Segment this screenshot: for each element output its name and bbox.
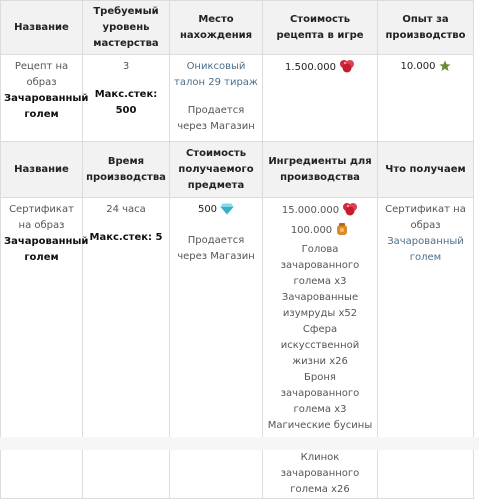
header-ingredients: Ингредиенты для производства	[263, 142, 378, 198]
header-name: Название	[1, 1, 83, 55]
gold-bag-icon	[335, 222, 349, 242]
skill-level-value: 3	[122, 61, 130, 72]
ingredient-item: Броня зачарованного голема x3	[280, 372, 360, 415]
ruby-gem-icon	[339, 59, 355, 79]
table1-data-row	[1, 55, 474, 142]
max-stack-value-2: Макс.стек: 5	[89, 232, 163, 243]
recipe-cost-value: 1.500.000	[285, 62, 336, 73]
recipe-name-cell	[1, 55, 89, 142]
ingredients-cell	[263, 198, 378, 499]
ingredient-item: Голова зачарованного голема x3	[280, 244, 360, 287]
header-result: Что получаем	[378, 142, 474, 198]
ingredient-gold-value: 15.000.000	[281, 205, 340, 216]
result-link[interactable]: Зачарованный голем	[387, 236, 464, 263]
location-link[interactable]: Ониксовый талон 29 тираж	[174, 61, 258, 88]
result-line1: Сертификат на образ	[385, 204, 466, 231]
certificate-name-cell	[1, 198, 89, 499]
location-text: Продается через Магазин	[177, 105, 255, 132]
ingredient-item: Зачарованные изумруды x52	[281, 292, 359, 319]
star-icon	[439, 60, 451, 78]
recipe-name-line1: Рецепт на образ	[14, 61, 69, 88]
table1-header-row	[1, 1, 474, 55]
header-item-cost: Стоимость получаемого предмета	[170, 142, 263, 198]
location-cell	[170, 55, 263, 142]
ingredient-currency	[266, 222, 374, 242]
item-cost-value: 500	[197, 204, 218, 215]
result-cell	[378, 198, 474, 499]
max-stack-value: Макс.стек: 500	[94, 89, 158, 116]
header-location: Место нахождения	[170, 1, 263, 55]
exp-cell	[378, 55, 474, 142]
recipe-cost-cell	[263, 55, 378, 142]
table2-header-row	[1, 142, 474, 198]
skill-level-cell	[83, 55, 170, 142]
header-exp: Опыт за производство	[378, 1, 474, 55]
diamond-icon	[220, 203, 234, 221]
table2-data-row	[1, 198, 474, 499]
certificate-name-line1: Сертификат на образ	[9, 204, 74, 231]
header-recipe-cost: Стоимость рецепта в игре	[263, 1, 378, 55]
production-time-cell	[83, 198, 170, 499]
page-bottom-strip	[0, 437, 479, 450]
production-time-value: 24 часа	[106, 204, 146, 215]
item-sale-text: Продается через Магазин	[177, 235, 255, 262]
ingredient-currency-value: 100.000	[290, 225, 333, 236]
exp-value: 10.000	[400, 61, 436, 72]
certificate-name-line2: Зачарованный голем	[4, 236, 89, 263]
ingredient-item: Магические бусины	[267, 420, 373, 431]
recipe-name-line2: Зачарованный голем	[4, 93, 89, 120]
ingredient-gold	[266, 202, 374, 222]
header-name-2: Название	[1, 142, 83, 198]
header-production-time: Время производства	[83, 142, 170, 198]
item-cost-cell	[170, 198, 263, 499]
header-skill-level: Требуемый уровень мастерства	[83, 1, 170, 55]
ruby-gem-icon	[342, 202, 358, 222]
ingredient-item: Сфера искусственной жизни x26	[280, 324, 360, 367]
ingredient-item: Клинок зачарованного голема x26	[280, 452, 360, 495]
